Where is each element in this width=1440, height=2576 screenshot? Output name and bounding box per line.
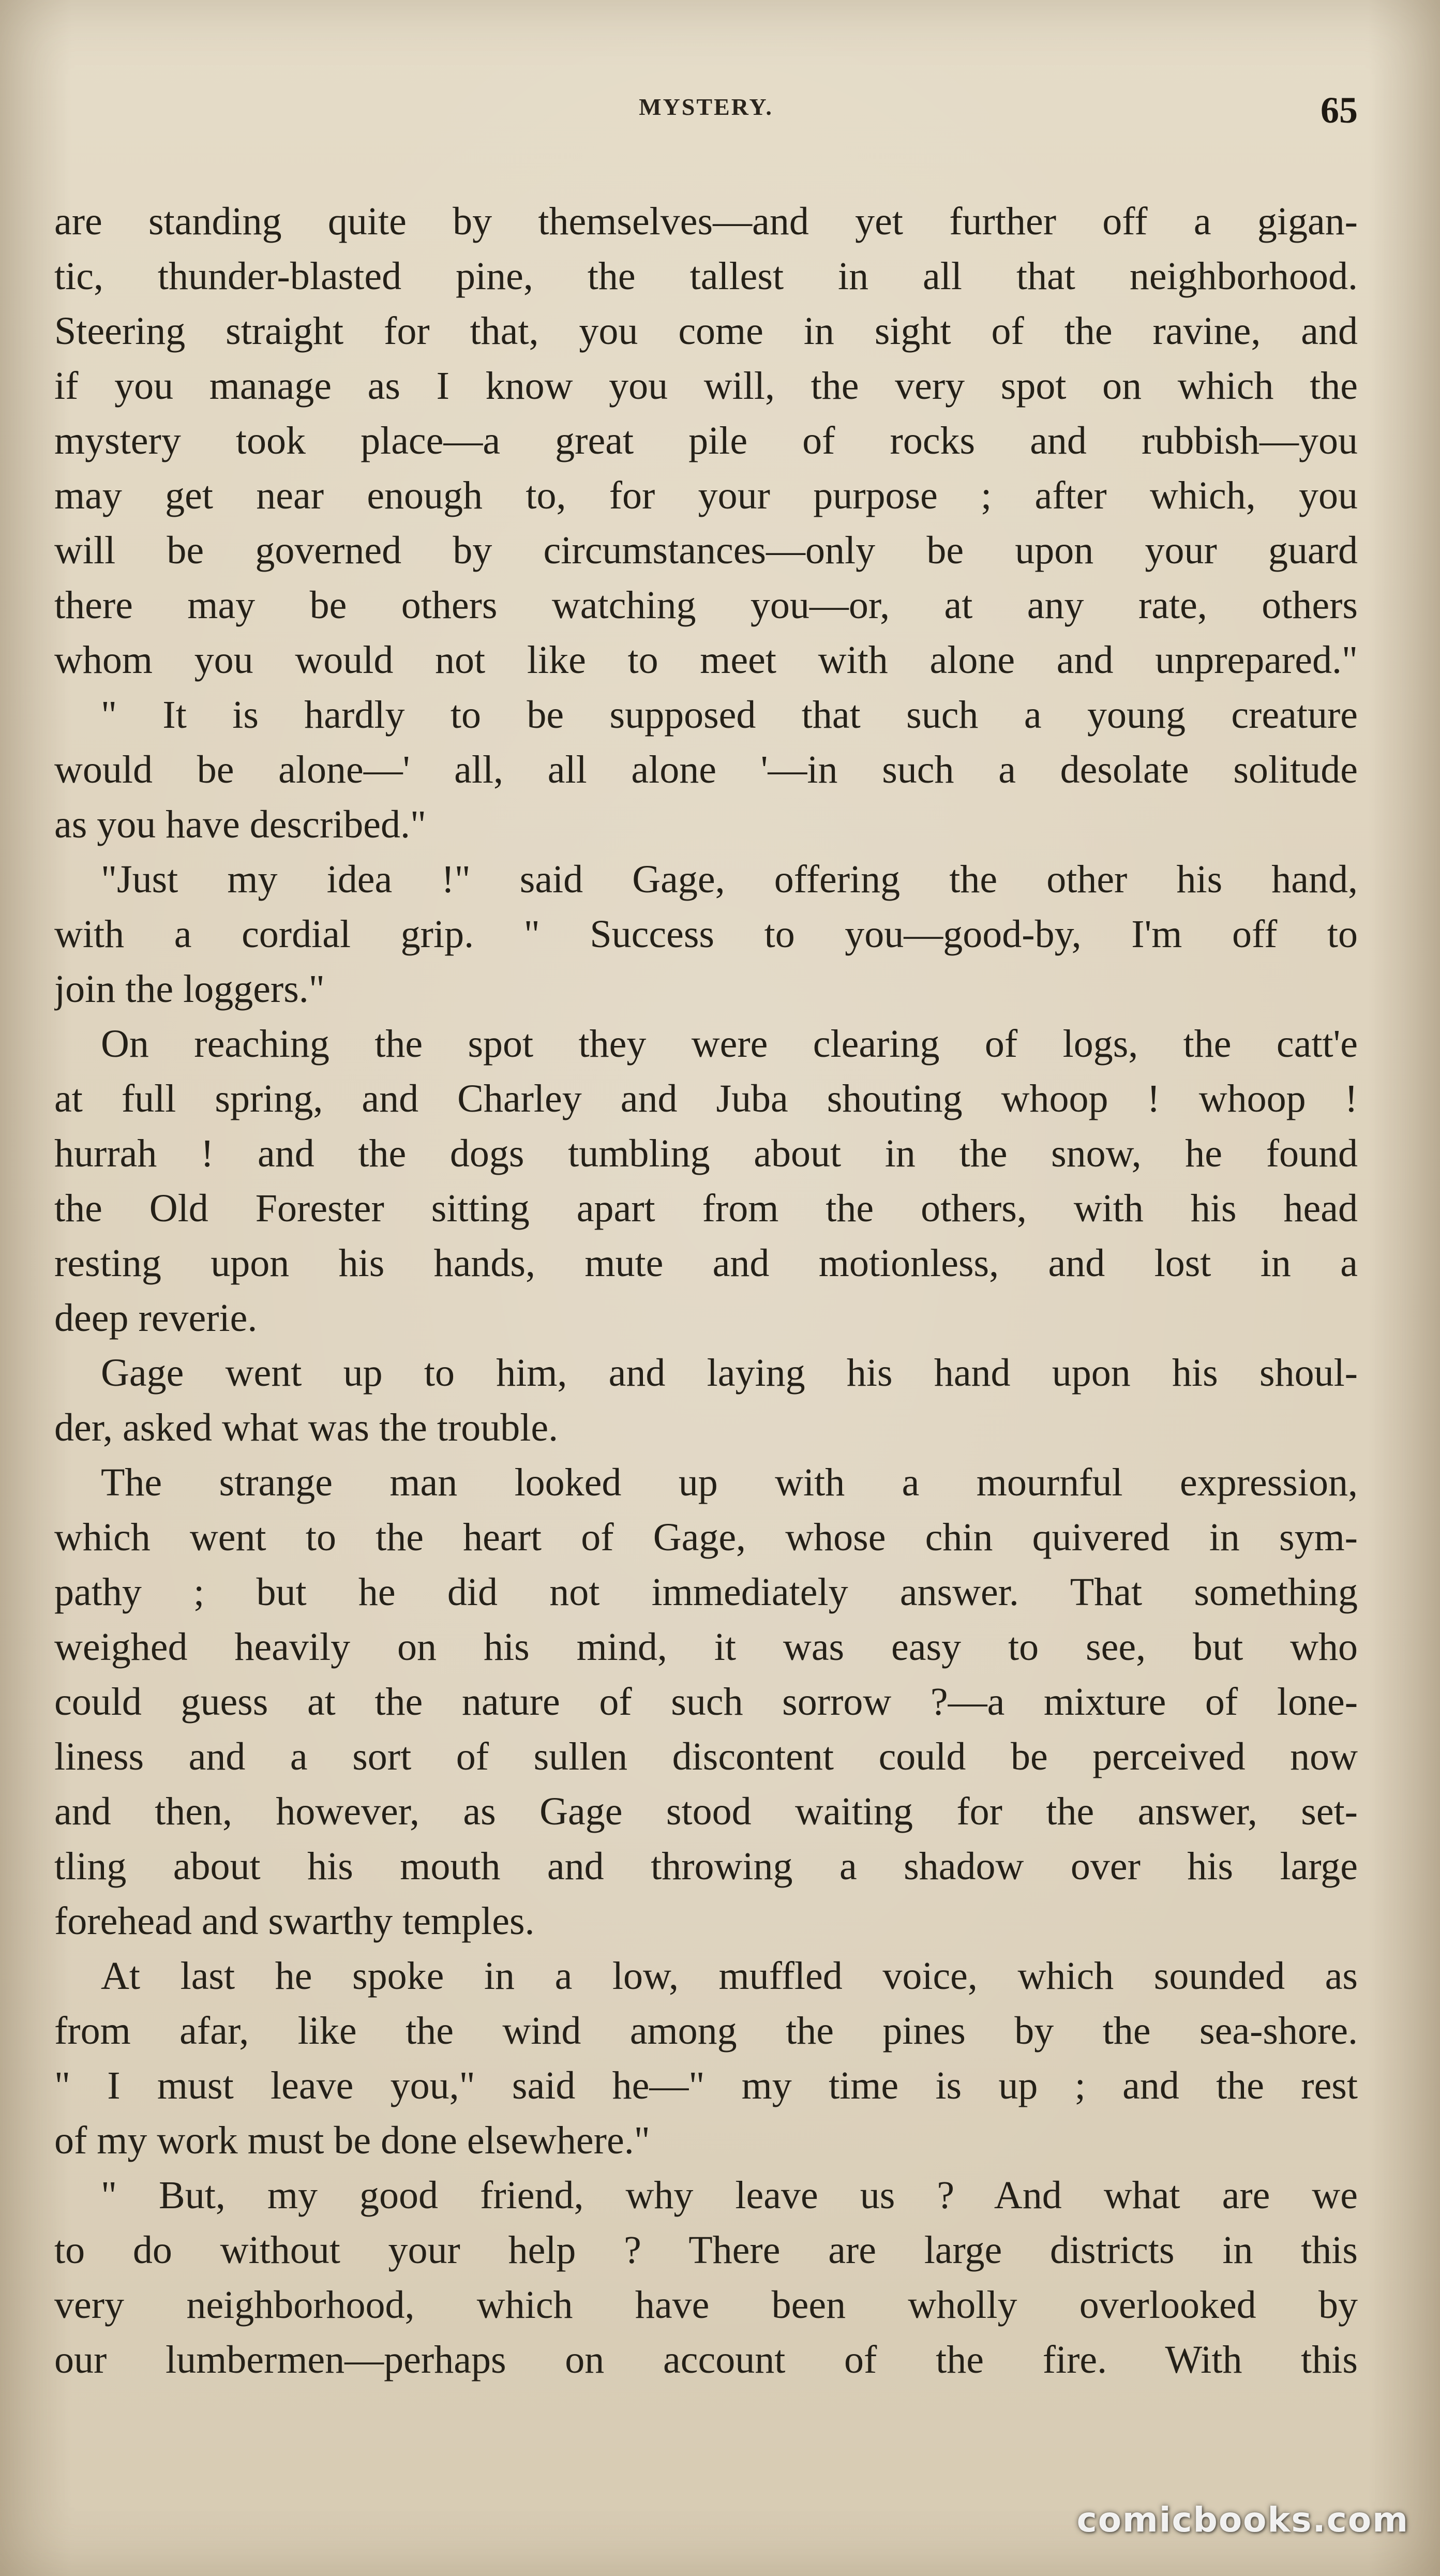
text-line: could guess at the nature of such sorrow ?—a mixture of lone- xyxy=(54,1680,1358,1724)
text-line: of my work must be done elsewhere." xyxy=(54,2119,650,2162)
text-line: if you manage as I know you will, the very spot on which the xyxy=(54,364,1358,408)
text-line: and then, however, as Gage stood waiting for the answer, set- xyxy=(54,1790,1358,1833)
text-line: der, asked what was the trouble. xyxy=(54,1406,559,1449)
text-line: at full spring, and Charley and Juba shouting whoop ! whoop ! xyxy=(54,1077,1358,1120)
text-line: "Just my idea !" said Gage, offering the other his hand, xyxy=(101,858,1358,901)
running-title: MYSTERY. xyxy=(639,94,773,120)
text-line: At last he spoke in a low, muffled voice, which sounded as xyxy=(101,1954,1358,1998)
site-watermark: comicbooks.com xyxy=(1076,2500,1409,2540)
page-number: 65 xyxy=(1321,89,1358,131)
text-line: the Old Forester sitting apart from the others, with his head xyxy=(54,1187,1358,1230)
text-line: would be alone—' all, all alone '—in such a desolate solitude xyxy=(54,748,1358,791)
text-line: very neighborhood, which have been wholly overlooked by xyxy=(54,2283,1358,2327)
running-head xyxy=(54,89,1358,140)
text-line: resting upon his hands, mute and motionless, and lost in a xyxy=(54,1241,1358,1285)
text-line: with a cordial grip. " Success to you—good-by, I'm off to xyxy=(54,912,1358,956)
text-line: " It is hardly to be supposed that such a young creature xyxy=(101,693,1358,737)
text-line: are standing quite by themselves—and yet further off a gigan- xyxy=(54,200,1358,243)
text-line: will be governed by circumstances—only be upon your guard xyxy=(54,529,1358,572)
text-line: from afar, like the wind among the pines by the sea-shore. xyxy=(54,2009,1358,2053)
text-line: deep reverie. xyxy=(54,1296,258,1340)
text-line: Steering straight for that, you come in sight of the ravine, and xyxy=(54,309,1358,353)
text-line: The strange man looked up with a mournful expression, xyxy=(101,1461,1358,1504)
text-line: tling about his mouth and throwing a shadow over his large xyxy=(54,1845,1358,1888)
text-line: our lumbermen—perhaps on account of the fire. With this xyxy=(54,2338,1358,2382)
text-line: Gage went up to him, and laying his hand upon his shoul- xyxy=(101,1351,1358,1395)
text-line: forehead and swarthy temples. xyxy=(54,1899,535,1943)
text-line: " But, my good friend, why leave us ? And what are we xyxy=(101,2174,1358,2217)
text-line: liness and a sort of sullen discontent could be perceived now xyxy=(54,1735,1358,1778)
text-line: whom you would not like to meet with alone and unprepared." xyxy=(54,638,1358,682)
text-line: pathy ; but he did not immediately answer. That something xyxy=(54,1570,1358,1614)
body-text xyxy=(54,194,1358,2387)
text-line: as you have described." xyxy=(54,803,426,846)
text-line: may get near enough to, for your purpose ; after which, you xyxy=(54,474,1358,517)
text-line: which went to the heart of Gage, whose chin quivered in sym- xyxy=(54,1516,1358,1559)
text-line: " I must leave you," said he—" my time is up ; and the rest xyxy=(54,2064,1358,2107)
text-line: weighed heavily on his mind, it was easy to see, but who xyxy=(54,1625,1358,1669)
text-line: to do without your help ? There are large districts in this xyxy=(54,2228,1358,2272)
text-line: there may be others watching you—or, at any rate, others xyxy=(54,583,1358,627)
text-line: tic, thunder-blasted pine, the tallest in all that neighborhood. xyxy=(54,254,1358,298)
text-line: On reaching the spot they were clearing of logs, the catt'e xyxy=(101,1022,1358,1066)
text-line: hurrah ! and the dogs tumbling about in the snow, he found xyxy=(54,1132,1358,1175)
text-line: join the loggers." xyxy=(54,967,325,1011)
text-line: mystery took place—a great pile of rocks and rubbish—you xyxy=(54,419,1358,462)
